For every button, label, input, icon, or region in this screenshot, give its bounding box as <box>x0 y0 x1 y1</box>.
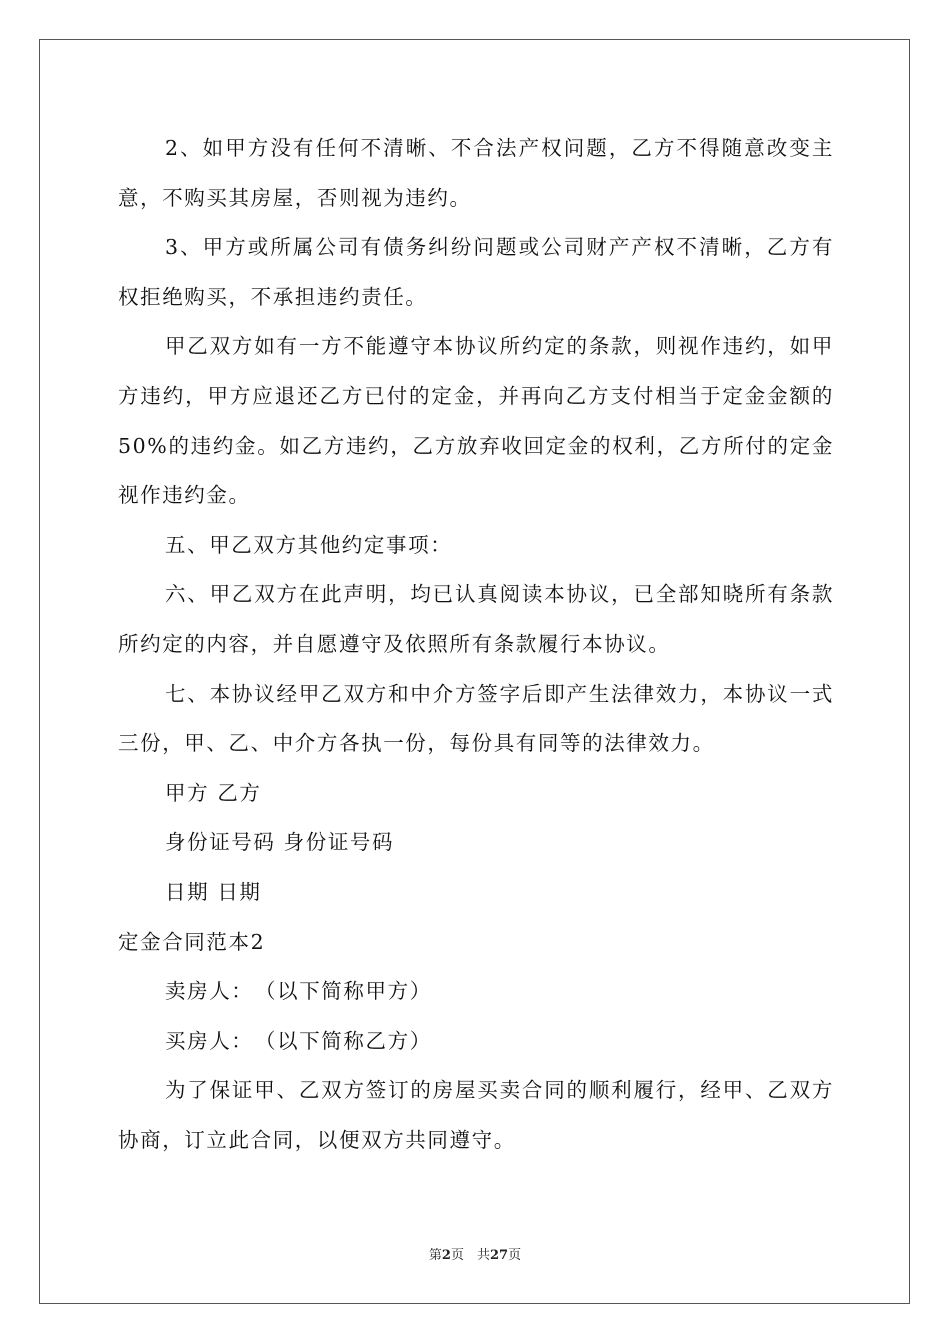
section-title: 定金合同范本2 <box>118 929 266 954</box>
total-pages: 27 <box>489 1248 509 1263</box>
seller-line: 卖房人： （以下简称甲方） <box>165 979 432 1004</box>
current-page-number: 2 <box>441 1248 451 1263</box>
footer-suffix: 页 <box>508 1248 522 1263</box>
buyer-line: 买房人： （以下简称乙方） <box>165 1028 432 1053</box>
clause-five: 五、甲乙双方其他约定事项： <box>165 532 453 557</box>
footer-mid: 页 共 <box>450 1248 490 1263</box>
footer-prefix: 第 <box>428 1248 442 1263</box>
document-body <box>118 124 834 1165</box>
party-labels: 甲方 乙方 <box>165 780 262 805</box>
breach-clause: 甲乙双方如有一方不能遵守本协议所约定的条款，则视作违约，如甲方违约，甲方应退还乙方已付的定金，并再向乙方支付相当于定金金额的50%的违约金。如乙方违约，乙方放弃收回定金的权利，乙方所付的定金视作违约金。 <box>118 334 834 508</box>
id-number-labels: 身份证号码 身份证号码 <box>165 830 395 855</box>
page-footer <box>0 1248 950 1264</box>
date-labels: 日期 日期 <box>165 879 262 904</box>
clause-six: 六、甲乙双方在此声明，均已认真阅读本协议，已全部知晓所有条款所约定的内容，并自愿遵守及依照所有条款履行本协议。 <box>118 582 834 656</box>
intro-paragraph: 为了保证甲、乙双方签订的房屋买卖合同的顺利履行，经甲、乙双方协商，订立此合同，以便双方共同遵守。 <box>118 1078 834 1152</box>
clause-2: 2、如甲方没有任何不清晰、不合法产权问题，乙方不得随意改变主意，不购买其房屋，否则视为违约。 <box>118 136 834 210</box>
clause-3: 3、甲方或所属公司有债务纠纷问题或公司财产产权不清晰，乙方有权拒绝购买，不承担违约责任。 <box>118 235 834 309</box>
clause-seven: 七、本协议经甲乙双方和中介方签字后即产生法律效力，本协议一式三份，甲、乙、中介方各执一份，每份具有同等的法律效力。 <box>118 681 834 756</box>
